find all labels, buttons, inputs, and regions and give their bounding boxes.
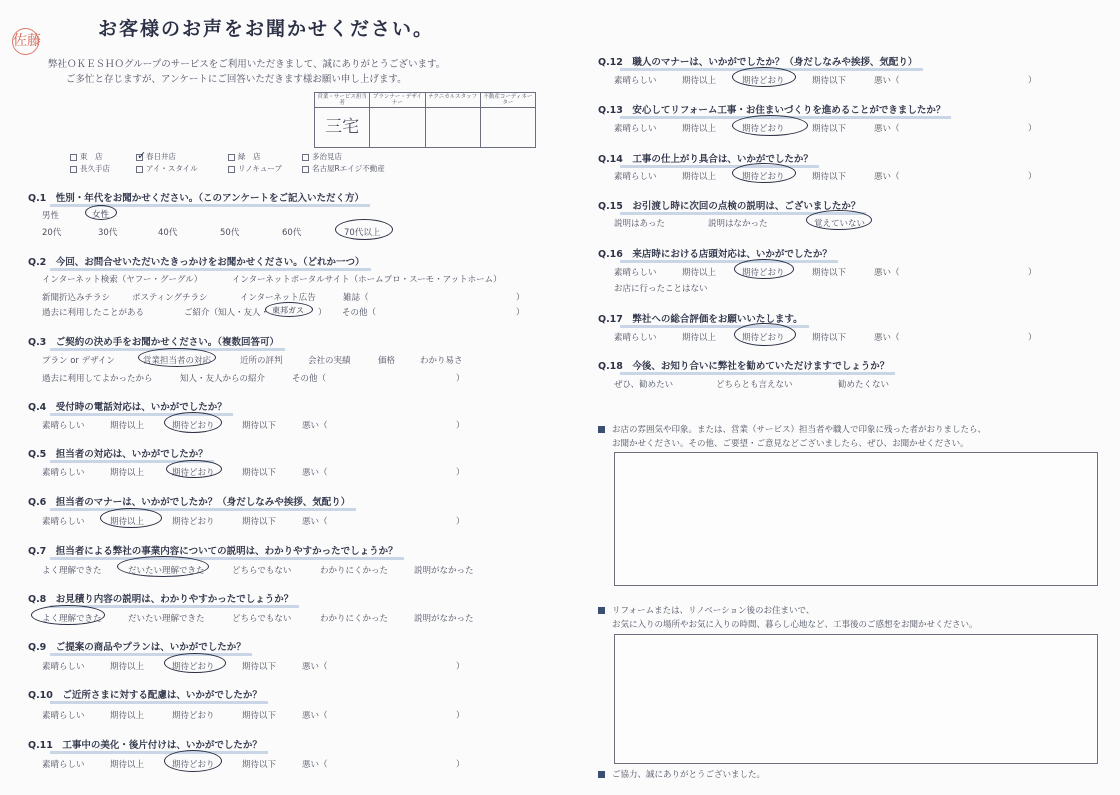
store-option-midori[interactable]: 緑 店 bbox=[228, 151, 261, 162]
q8-option-mostly[interactable]: だいたい理解できた bbox=[128, 614, 205, 624]
q5-title: Q.5 担当者の対応は、いかがでしたか？ bbox=[28, 446, 208, 460]
q11-paren: ） bbox=[456, 760, 465, 770]
answer-circle bbox=[164, 653, 226, 673]
q1-age-30s[interactable]: 30代 bbox=[98, 228, 118, 238]
q13-paren: ） bbox=[1028, 124, 1037, 134]
intro-line-1: 弊社ＯＫＥＳＨＯグループのサービスをご利用いただきまして、誠にありがとうございます。 bbox=[48, 59, 446, 70]
q11-option-expected[interactable]: 期待どおり bbox=[172, 760, 215, 770]
q8-option-none[interactable]: 説明がなかった bbox=[414, 614, 474, 624]
q3-title: Q.3 ご契約の決め手をお聞かせください。（複数回答可） bbox=[28, 334, 279, 348]
q1-gender-male[interactable]: 男性 bbox=[42, 211, 60, 221]
q1-age-60s[interactable]: 60代 bbox=[282, 228, 302, 238]
q2-option-referral[interactable]: ご紹介（知人・友人・ bbox=[184, 308, 270, 318]
q1-age-50s[interactable]: 50代 bbox=[220, 228, 240, 238]
intro-line-2: ご多忙と存じますが、アンケートにご回答いただきます様お願い申し上げます。 bbox=[66, 74, 407, 85]
square-bullet-icon bbox=[598, 607, 605, 614]
q3-option-price[interactable]: 価格 bbox=[378, 356, 396, 366]
q2-option-portal[interactable]: インターネットポータルサイト（ホームプロ・スーモ・アットホーム） bbox=[232, 275, 502, 285]
q16-option-below[interactable]: 期待以下 bbox=[812, 268, 847, 278]
q3-option-friend[interactable]: 知人・友人からの紹介 bbox=[180, 374, 266, 384]
seal-stamp: 佐藤 bbox=[12, 28, 39, 55]
staff-value-technical[interactable] bbox=[425, 108, 480, 148]
q7-option-unclear[interactable]: わかりにくかった bbox=[320, 566, 389, 576]
answer-circle bbox=[164, 750, 222, 772]
q2-option-posting[interactable]: ポスティングチラシ bbox=[132, 293, 208, 303]
free2-line-2: お気に入りの場所やお気に入りの時間、暮らし心地など、工事後のご感想をお聞かせください。 bbox=[612, 620, 978, 630]
answer-circle bbox=[734, 259, 794, 279]
q6-option-below[interactable]: 期待以下 bbox=[242, 517, 277, 527]
staff-header-planner: プランナー・デザイナー bbox=[370, 93, 425, 108]
q3-option-clarity[interactable]: わかり易さ bbox=[420, 356, 463, 366]
q2-option-other[interactable]: その他（ bbox=[342, 308, 377, 318]
checkbox-checked-icon[interactable]: ✓ bbox=[137, 148, 147, 162]
answer-circle bbox=[806, 210, 872, 230]
q17-option-below[interactable]: 期待以下 bbox=[812, 333, 847, 343]
q17-option-above[interactable]: 期待以上 bbox=[682, 333, 717, 343]
answer-circle bbox=[166, 460, 222, 478]
checkbox-icon[interactable] bbox=[302, 166, 309, 173]
staff-header-sales: 営業・サービス担当者 bbox=[315, 93, 370, 108]
q16-option-above[interactable]: 期待以上 bbox=[682, 268, 717, 278]
q5-paren: ） bbox=[456, 468, 465, 478]
store-option-kasugai[interactable]: ✓ 春日井店 bbox=[137, 148, 176, 162]
staff-table bbox=[314, 92, 536, 148]
answer-circle bbox=[335, 219, 393, 240]
q4-option-below[interactable]: 期待以下 bbox=[242, 421, 277, 431]
q2-title: Q.2 今回、お問合せいただいたきっかけをお聞かせください。（どれか一つ） bbox=[28, 254, 365, 268]
q11-option-below[interactable]: 期待以下 bbox=[242, 760, 277, 770]
staff-header-realestate: 不動産コーディネーター bbox=[480, 93, 535, 108]
q7-option-none[interactable]: 説明がなかった bbox=[414, 566, 474, 576]
answer-circle bbox=[732, 115, 808, 136]
q2-option-web-ad[interactable]: インターネット広告 bbox=[240, 293, 316, 303]
q13-title: Q.13 安心してリフォーム工事・お住まいづくりを進めることができましたか？ bbox=[598, 102, 945, 116]
q13-option-below[interactable]: 期待以下 bbox=[812, 124, 847, 134]
q3-option-other[interactable]: その他（ bbox=[292, 374, 327, 384]
q3-option-past-good[interactable]: 過去に利用してよかったから bbox=[42, 374, 153, 384]
store-option-nagakute[interactable]: 長久手店 bbox=[70, 163, 110, 174]
q3-option-plan[interactable]: プラン or デザイン bbox=[42, 356, 116, 366]
q1-age-70plus[interactable]: 70代以上 bbox=[344, 228, 381, 238]
q11-option-bad[interactable]: 悪い（ bbox=[302, 760, 328, 770]
q7-option-well[interactable]: よく理解できた bbox=[42, 566, 102, 576]
q9-option-bad[interactable]: 悪い（ bbox=[302, 662, 328, 672]
q13-option-bad[interactable]: 悪い（ bbox=[874, 124, 900, 134]
q17-option-expected[interactable]: 期待どおり bbox=[742, 333, 785, 343]
q11-option-above[interactable]: 期待以上 bbox=[110, 760, 145, 770]
free2-answer-box[interactable] bbox=[614, 634, 1098, 764]
q9-title: Q.9 ご提案の商品やプランは、いかがでしたか？ bbox=[28, 639, 246, 653]
q6-option-excellent[interactable]: 素晴らしい bbox=[42, 517, 85, 527]
q14-option-below[interactable]: 期待以下 bbox=[812, 172, 847, 182]
q15-option-yes[interactable]: 説明はあった bbox=[614, 219, 665, 229]
q5-option-above[interactable]: 期待以上 bbox=[110, 468, 145, 478]
q15-title: Q.15 お引渡し時に次回の点検の説明は、ございましたか？ bbox=[598, 198, 860, 212]
store-option-nagoya-rage[interactable]: 名古屋Rエイジ不動産 bbox=[302, 163, 385, 174]
answer-circle bbox=[734, 323, 796, 346]
q16-option-bad[interactable]: 悪い（ bbox=[874, 268, 900, 278]
q6-option-bad[interactable]: 悪い（ bbox=[302, 517, 328, 527]
staff-value-planner[interactable] bbox=[370, 108, 425, 148]
q1-gender-answer[interactable]: 女性 bbox=[92, 210, 110, 220]
q9-option-below[interactable]: 期待以下 bbox=[242, 662, 277, 672]
q4-option-expected[interactable]: 期待どおり bbox=[172, 421, 215, 431]
q4-option-bad[interactable]: 悪い（ bbox=[302, 421, 328, 431]
q14-option-expected[interactable]: 期待どおり bbox=[742, 172, 785, 182]
q10-option-expected[interactable]: 期待どおり bbox=[172, 711, 215, 721]
q4-option-excellent[interactable]: 素晴らしい bbox=[42, 421, 85, 431]
q8-option-unclear[interactable]: わかりにくかった bbox=[320, 614, 389, 624]
answer-circle bbox=[265, 302, 313, 317]
q18-title: Q.18 今後、お知り合いに弊社を勧めていただけますでしょうか？ bbox=[598, 358, 889, 372]
q10-option-below[interactable]: 期待以下 bbox=[242, 711, 277, 721]
q4-option-above[interactable]: 期待以上 bbox=[110, 421, 145, 431]
q2-option-past-use[interactable]: 過去に利用したことがある bbox=[42, 308, 145, 318]
q2-option-magazine[interactable]: 雑誌（ bbox=[343, 293, 369, 303]
q7-option-neutral[interactable]: どちらでもない bbox=[232, 566, 292, 576]
q2-option-search[interactable]: インターネット検索（ヤフー・グーグル） bbox=[42, 275, 203, 285]
q16-option-never-visited[interactable]: お店に行ったことはない bbox=[614, 284, 708, 294]
q11-option-excellent[interactable]: 素晴らしい bbox=[42, 760, 85, 770]
q10-option-excellent[interactable]: 素晴らしい bbox=[42, 711, 85, 721]
answer-circle bbox=[732, 67, 796, 87]
thanks-note: ご協力、誠にありがとうございました。 bbox=[598, 768, 765, 782]
q3-option-reputation[interactable]: 近所の評判 bbox=[240, 356, 283, 366]
free2-question bbox=[598, 604, 978, 632]
checkbox-icon[interactable] bbox=[228, 166, 235, 173]
q1-title: Q.1 性別・年代をお聞かせください。（このアンケートをご記入いただく方） bbox=[28, 190, 364, 204]
q12-option-bad[interactable]: 悪い（ bbox=[874, 76, 900, 86]
q17-option-bad[interactable]: 悪い（ bbox=[874, 333, 900, 343]
checkbox-icon[interactable] bbox=[136, 166, 143, 173]
q5-option-below[interactable]: 期待以下 bbox=[242, 468, 277, 478]
answer-circle bbox=[100, 508, 162, 528]
q3-other-paren: ） bbox=[456, 374, 465, 384]
q14-option-above[interactable]: 期待以上 bbox=[682, 172, 717, 182]
q6-paren: ） bbox=[456, 517, 465, 527]
q7-option-mostly[interactable]: だいたい理解できた bbox=[128, 566, 205, 576]
answer-circle bbox=[31, 605, 105, 625]
q4-title: Q.4 受付時の電話対応は、いかがでしたか？ bbox=[28, 399, 227, 413]
answer-circle bbox=[164, 412, 222, 433]
square-bullet-icon bbox=[598, 426, 605, 433]
q17-title: Q.17 弊社への総合評価をお願いいたします。 bbox=[598, 311, 803, 325]
q9-option-above[interactable]: 期待以上 bbox=[110, 662, 145, 672]
checkbox-icon[interactable] bbox=[302, 154, 309, 161]
q6-option-expected[interactable]: 期待どおり bbox=[172, 517, 215, 527]
q6-title: Q.6 担当者のマナーは、いかがでしたか？（身だしなみや挨拶、気配り） bbox=[28, 494, 350, 508]
answer-circle bbox=[85, 205, 117, 220]
q16-option-excellent[interactable]: 素晴らしい bbox=[614, 268, 657, 278]
store-option-tajimi[interactable]: 多治見店 bbox=[302, 151, 342, 162]
staff-value-realestate[interactable] bbox=[480, 108, 535, 148]
q13-option-above[interactable]: 期待以上 bbox=[682, 124, 717, 134]
q2-referral-answer[interactable]: 東邦ガス bbox=[272, 306, 304, 315]
checkbox-icon[interactable] bbox=[70, 154, 77, 161]
q5-option-bad[interactable]: 悪い（ bbox=[302, 468, 328, 478]
q8-option-neutral[interactable]: どちらでもない bbox=[232, 614, 292, 624]
q4-paren: ） bbox=[456, 421, 465, 431]
q12-title: Q.12 職人のマナーは、いかがでしたか？（身だしなみや挨拶、気配り） bbox=[598, 54, 917, 68]
q16-title: Q.16 来店時における店頭対応は、いかがでしたか？ bbox=[598, 246, 832, 260]
q14-paren: ） bbox=[1028, 172, 1037, 182]
q14-option-bad[interactable]: 悪い（ bbox=[874, 172, 900, 182]
staff-header-technical: テクニカルスタッフ bbox=[425, 93, 480, 108]
staff-value-sales[interactable]: 三宅 bbox=[315, 108, 370, 148]
q6-option-above[interactable]: 期待以上 bbox=[110, 517, 145, 527]
free1-line-2: お聞かせください。その他、ご要望・ご意見などございましたら、ぜひ、お聞かせください。 bbox=[612, 439, 969, 449]
q16-option-expected[interactable]: 期待どおり bbox=[742, 268, 785, 278]
q12-option-expected[interactable]: 期待どおり bbox=[742, 76, 785, 86]
q12-option-excellent[interactable]: 素晴らしい bbox=[614, 76, 657, 86]
q9-option-excellent[interactable]: 素晴らしい bbox=[42, 662, 85, 672]
answer-circle bbox=[732, 163, 796, 183]
q16-paren: ） bbox=[1028, 268, 1037, 278]
free1-line-1: お店の雰囲気や印象。または、営業（サービス）担当者や職人で印象に残った者がおりましたら、 bbox=[598, 423, 986, 437]
free2-line-1: リフォームまたは、リノベーション後のお住まいで、 bbox=[598, 604, 978, 618]
q12-option-above[interactable]: 期待以上 bbox=[682, 76, 717, 86]
q13-option-expected[interactable]: 期待どおり bbox=[742, 124, 785, 134]
q10-paren: ） bbox=[456, 711, 465, 721]
q1-age-20s[interactable]: 20代 bbox=[42, 228, 62, 238]
q9-paren: ） bbox=[456, 662, 465, 672]
q17-paren: ） bbox=[1028, 333, 1037, 343]
q2-paren-close: ） bbox=[516, 293, 525, 303]
q11-title: Q.11 工事中の美化・後片付けは、いかがでしたか？ bbox=[28, 737, 262, 751]
q12-option-below[interactable]: 期待以下 bbox=[812, 76, 847, 86]
q18-option-neutral[interactable]: どちらとも言えない bbox=[716, 380, 793, 390]
q14-option-excellent[interactable]: 素晴らしい bbox=[614, 172, 657, 182]
q2-other-paren: ） bbox=[516, 308, 525, 318]
free1-answer-box[interactable] bbox=[614, 452, 1098, 586]
q5-option-expected[interactable]: 期待どおり bbox=[172, 468, 215, 478]
q3-option-record[interactable]: 会社の実績 bbox=[308, 356, 351, 366]
store-option-higashi[interactable]: 東 店 bbox=[70, 151, 103, 162]
q8-option-well[interactable]: よく理解できた bbox=[42, 614, 102, 624]
q15-option-forgot[interactable]: 覚えていない bbox=[814, 219, 866, 229]
free1-question bbox=[598, 423, 986, 451]
q13-option-excellent[interactable]: 素晴らしい bbox=[614, 124, 657, 134]
square-bullet-icon bbox=[598, 771, 605, 778]
q10-option-above[interactable]: 期待以上 bbox=[110, 711, 145, 721]
q10-title: Q.10 ご近所さまに対する配慮は、いかがでしたか？ bbox=[28, 687, 262, 701]
checkbox-icon[interactable] bbox=[70, 166, 77, 173]
q8-title: Q.8 お見積り内容の説明は、わかりやすかったでしょうか？ bbox=[28, 591, 293, 605]
store-option-renocube[interactable]: リノキューブ bbox=[228, 163, 282, 174]
answer-circle bbox=[138, 348, 216, 367]
q18-option-recommend[interactable]: ぜひ、勧めたい bbox=[614, 380, 674, 390]
q3-option-sales-staff[interactable]: 営業担当者の対応 bbox=[143, 356, 212, 366]
q5-option-excellent[interactable]: 素晴らしい bbox=[42, 468, 85, 478]
q15-option-no[interactable]: 説明はなかった bbox=[708, 219, 768, 229]
q2-option-flyer[interactable]: 新聞折込みチラシ bbox=[42, 293, 111, 303]
checkbox-icon[interactable] bbox=[228, 154, 235, 161]
page-title: お客様のお声をお聞かせください。 bbox=[98, 18, 435, 40]
store-option-istyle[interactable]: アイ・スタイル bbox=[136, 163, 198, 174]
q2-referral-paren: ） bbox=[318, 308, 327, 318]
q7-title: Q.7 担当者による弊社の事業内容についての説明は、わかりやすかったでしょうか？ bbox=[28, 543, 398, 557]
q9-option-expected[interactable]: 期待どおり bbox=[172, 662, 215, 672]
answer-circle bbox=[117, 556, 209, 577]
q12-paren: ） bbox=[1028, 76, 1037, 86]
q1-age-40s[interactable]: 40代 bbox=[158, 228, 178, 238]
q17-option-excellent[interactable]: 素晴らしい bbox=[614, 333, 657, 343]
q10-option-bad[interactable]: 悪い（ bbox=[302, 711, 328, 721]
q14-title: Q.14 工事の仕上がり具合は、いかがでしたか？ bbox=[598, 151, 813, 165]
q18-option-not-recommend[interactable]: 勧めたくない bbox=[838, 380, 890, 390]
